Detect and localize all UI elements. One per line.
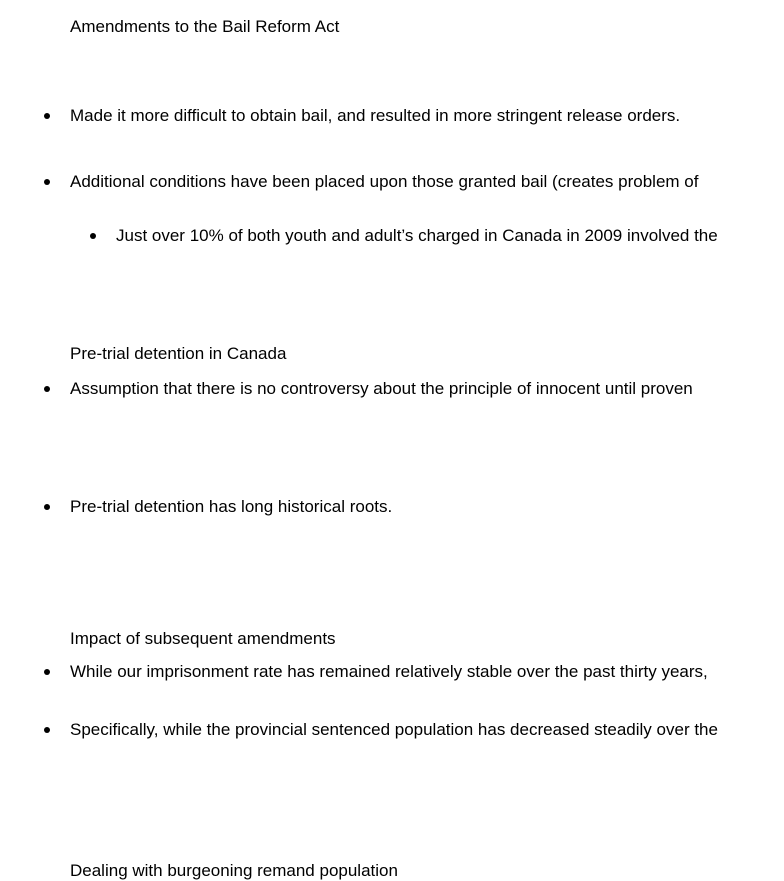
bullet-text: Made it more difficult to obtain bail, and resulted in more stringent release orders. xyxy=(70,106,681,125)
section-heading: Amendments to the Bail Reform Act xyxy=(70,17,340,36)
bullet-icon xyxy=(44,386,50,392)
bullet-text: Additional conditions have been placed upon those granted bail (creates problem of xyxy=(70,172,699,191)
bullet-icon xyxy=(44,113,50,119)
section-heading: Dealing with burgeoning remand population xyxy=(70,861,398,880)
bullet-icon xyxy=(90,233,96,239)
bullet-icon xyxy=(44,504,50,510)
bullet-text: Assumption that there is no controversy about the principle of innocent until proven xyxy=(70,379,693,398)
bullet-text: While our imprisonment rate has remained relatively stable over the past thirty years, xyxy=(70,662,708,681)
bullet-text: Specifically, while the provincial sentenced population has decreased steadily over the xyxy=(70,720,718,739)
section-heading: Impact of subsequent amendments xyxy=(70,629,336,648)
bullet-icon xyxy=(44,727,50,733)
sub-bullet-text: Just over 10% of both youth and adult’s charged in Canada in 2009 involved the xyxy=(116,226,718,245)
bullet-text: Pre-trial detention has long historical roots. xyxy=(70,497,393,516)
bullet-icon xyxy=(44,179,50,185)
section-heading: Pre-trial detention in Canada xyxy=(70,344,287,363)
bullet-icon xyxy=(44,669,50,675)
